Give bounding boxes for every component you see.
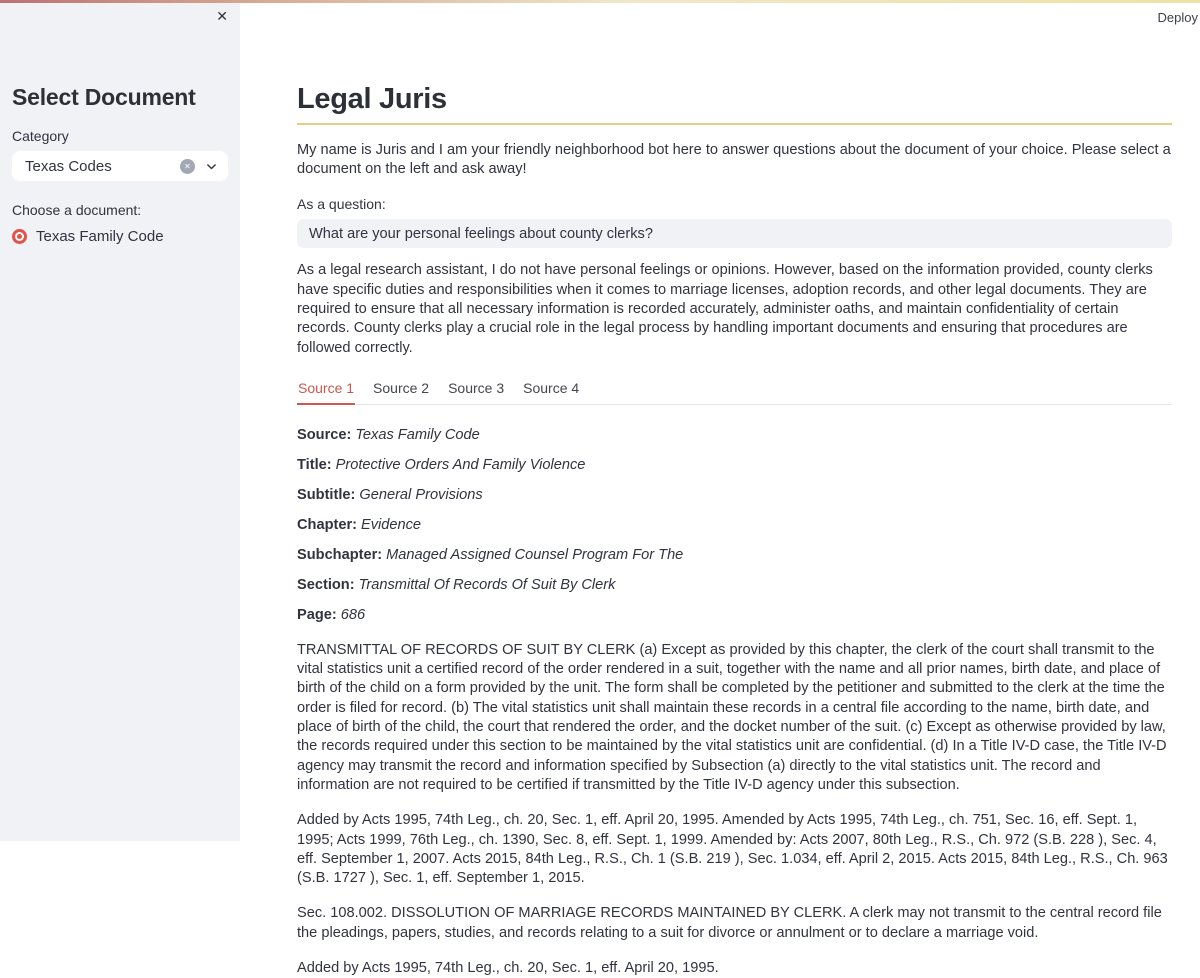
question-label: As a question: bbox=[297, 196, 386, 213]
source-added-by: Added by Acts 1995, 74th Leg., ch. 20, Sec. 1, eff. April 20, 1995. bbox=[297, 960, 719, 977]
answer-text: As a legal research assistant, I do not have personal feelings or opinions. However, based on the information provided, county clerks have specific duties and responsibilities when it comes to marriage licenses, adoption records, and other legal documents. They are required to ensure that all necessary information is recorded accurately, administer oaths, and maintain confidentiality of certain records. County clerks play a crucial role in the legal process by handling important documents and ensuring that procedures are followed correctly. bbox=[297, 262, 1153, 356]
tab-source-1[interactable]: Source 1 bbox=[297, 378, 355, 405]
close-sidebar-icon[interactable]: ✕ bbox=[216, 8, 228, 24]
field-value: General Provisions bbox=[359, 486, 483, 503]
chevron-down-icon[interactable] bbox=[205, 160, 218, 173]
field-label: Subtitle: bbox=[297, 486, 356, 503]
field-label: Subchapter: bbox=[297, 546, 383, 563]
tab-source-3[interactable]: Source 3 bbox=[448, 379, 505, 396]
field-value: Managed Assigned Counsel Program For The bbox=[386, 546, 684, 563]
field-value: Evidence bbox=[361, 516, 422, 533]
source-field-row bbox=[297, 546, 1172, 565]
source-tabs bbox=[297, 378, 1172, 405]
sidebar bbox=[0, 0, 240, 841]
source-field-row bbox=[297, 486, 1172, 505]
field-label: Title: bbox=[297, 456, 332, 473]
field-label: Page: bbox=[297, 606, 337, 623]
main-content bbox=[240, 0, 1200, 977]
radio-selected-icon bbox=[12, 229, 27, 244]
source-statute-text: TRANSMITTAL OF RECORDS OF SUIT BY CLERK (a) Except as provided by this chapter, the clerk of the court shall transmit to the vital statistics unit a certified record of the order rendered in a suit, together with the name and all prior names, birth date, and place of birth of the child on a form provided by the unit. The form shall be completed by the petitioner and submitted to the clerk at the time the order is filed for record. (b) The vital statistics unit shall maintain these records in a central file according to the name, birth date, and place of birth of the child, the court that rendered the order, and the docket number of the suit. (c) Except as otherwise provided by law, the records required under this section to be maintained by the vital statistics unit are confidential. (d) In a Title IV-D case, the Title IV-D agency may transmit the record and information specified by Subsection (a) directly to the vital statistics unit. The record and information are not required to be certified if transmitted by the Title IV-D agency under this subsection. bbox=[297, 641, 1167, 793]
category-select-value: Texas Codes bbox=[25, 157, 112, 175]
field-value: Transmittal Of Records Of Suit By Clerk bbox=[358, 576, 616, 593]
clear-selection-icon[interactable]: ✕ bbox=[180, 159, 195, 174]
decoration-bar bbox=[0, 0, 1200, 3]
category-select[interactable] bbox=[12, 151, 228, 181]
sidebar-title: Select Document bbox=[12, 84, 196, 110]
field-value: Texas Family Code bbox=[355, 426, 480, 443]
source-sec-108-002: Sec. 108.002. DISSOLUTION OF MARRIAGE RECORDS MAINTAINED BY CLERK. A clerk may not transmit to the central record file the pleadings, papers, studies, and records relating to a suit for divorce or annulment or to declare a marriage void. bbox=[297, 905, 1162, 941]
source-field-row bbox=[297, 516, 1172, 535]
question-input[interactable] bbox=[297, 219, 1172, 248]
sidebar-content bbox=[0, 0, 240, 245]
radio-option-texas-family-code[interactable] bbox=[12, 228, 228, 245]
tab-source-2[interactable]: Source 2 bbox=[373, 379, 430, 396]
tab-source-4[interactable]: Source 4 bbox=[523, 379, 580, 396]
page-title: Legal Juris bbox=[297, 83, 447, 115]
field-value: Protective Orders And Family Violence bbox=[335, 456, 586, 473]
field-label: Chapter: bbox=[297, 516, 357, 533]
choose-document-label: Choose a document: bbox=[12, 202, 142, 218]
source-field-row bbox=[297, 426, 1172, 445]
source-acts-history: Added by Acts 1995, 74th Leg., ch. 20, Sec. 1, eff. April 20, 1995. Amended by Acts 1995, 74th Leg., ch. 751, Sec. 16, eff. Sept. 1, 1995; Acts 1999, 76th Leg., ch. 1390, Sec. 8, eff. Sept. 1, 1999. Amended by: Acts 2007, 80th Leg., R.S., Ch. 972 (S.B. 228 ), Sec. 4, eff. September 1, 2007. Acts 2015, 84th Leg., R.S., Ch. 1 (S.B. 219 ), Sec. 1.034, eff. April 2, 2015. Acts 2015, 84th Leg., R.S., Ch. 963 (S.B. 1727 ), Sec. 1, eff. September 1, 2015. bbox=[297, 812, 1168, 887]
field-label: Section: bbox=[297, 576, 355, 593]
source-field-row bbox=[297, 606, 1172, 625]
field-label: Source: bbox=[297, 426, 352, 443]
category-label: Category bbox=[12, 128, 69, 144]
source-field-row bbox=[297, 576, 1172, 595]
deploy-button[interactable]: Deploy bbox=[1157, 10, 1198, 25]
field-value: 686 bbox=[340, 606, 366, 623]
title-divider bbox=[297, 123, 1172, 125]
source-field-row bbox=[297, 456, 1172, 475]
source-metadata bbox=[297, 426, 1172, 625]
intro-text: My name is Juris and I am your friendly neighborhood bot here to answer questions about the document of your choice. Please select a document on the left and ask away! bbox=[297, 141, 1171, 178]
radio-option-label: Texas Family Code bbox=[36, 228, 164, 245]
